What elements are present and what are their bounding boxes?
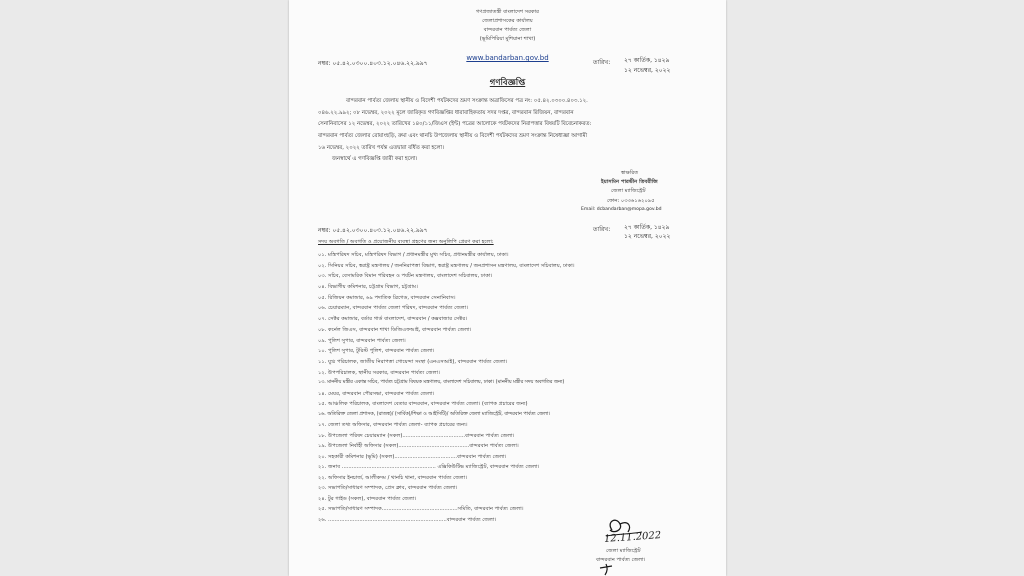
memo2-number: নম্বর: ০৫.৪২.০৩০০.৪০৩.১২.০৪৬.২২.৯৯৭ xyxy=(318,227,428,234)
list-item: ২৩. সভাপতি/সাধারণ সম্পাদক, প্রেস ক্লাব, বান্দরবান পার্বত্য জেলা। xyxy=(318,485,458,491)
signatory-email[interactable]: Email: dcbandarban@mopa.gov.bd xyxy=(581,207,662,212)
list-item: ১২. উপপরিচালক, স্থানীয় সরকার, বান্দরবান পার্বত্য জেলা। xyxy=(318,370,440,376)
office-line: জেলাপ্রশাসকের কার্যালয় xyxy=(482,18,533,24)
body-line: ১৬ নভেম্বর, ২০২২ তারিখ পর্যন্ত এতদ্বারা বর্ধিত করা হলো। xyxy=(318,145,444,151)
list-item: ০৬. চেয়ারম্যান, বান্দরবান পার্বত্য জেলা পরিষদ, বান্দরবান পার্বত্য জেলা। xyxy=(318,305,469,311)
body-line: ০৪৬.২২.৯৯২; ০৮ নভেম্বর, ২০২২ মূলে জারিকৃত গণবিজ্ঞপ্তির ধারাবাহিকতায় সদর দপ্তর, বান্দরবান রিজিয়ন, বান্দরবান xyxy=(318,110,574,116)
list-item: ১৮. উপজেলা পরিষদ চেয়ারম্যান (সকল)......................................বান্দরবান পার্বত্য জেলা। xyxy=(318,433,515,439)
list-item: ০৮. কর্নেল জিএস, বান্দরবান শাখা ডিজিএফআই, বান্দরবান পার্বত্য জেলা। xyxy=(318,327,472,333)
document-page xyxy=(289,0,726,576)
signatory-designation: জেলা ম্যাজিস্ট্রেট xyxy=(611,188,646,194)
website-link[interactable]: www.bandarban.gov.bd xyxy=(466,54,549,62)
signatory2-designation: জেলা ম্যাজিস্ট্রেট xyxy=(606,548,641,554)
body-line: বান্দরবান পার্বত্য জেলায় স্থানীয় ও বিদেশী পর্যটকদের ভ্রমণ সংক্রান্ত অত্রাফিসের পত্র নং: ০৫.৪২.০৩০০.৪০৩.১২. xyxy=(346,98,588,104)
date-english: ১২ নভেম্বর, ২০২২ xyxy=(624,67,671,74)
signed-label: স্বাক্ষরিত xyxy=(621,170,639,176)
list-item: ১১. যুগ্ম পরিচালক, জাতীয় নিরাপত্তা গোয়েন্দা সংস্থা (এনএসআই), বান্দরবান পার্বত্য জেলা। xyxy=(318,359,508,365)
list-item: ২১. জনাব ......................................................... এক্সিকিউটিভ ম্যাজিস্ট্রেট, বান্দরবান পার্বত্য জেলা। xyxy=(318,464,540,470)
list-item: ১৭. জেলা তথ্য অফিসার, বান্দরবান পার্বত্য জেলা- ব্যাপক প্রচারের জন্য। xyxy=(318,422,468,428)
list-item: ২৫. সভাপতি/সাধারণ সম্পাদক..............................................সমিতি, বান্দরবান পার্বত্য জেলা। xyxy=(318,506,524,512)
list-item: ১৫. আঞ্চলিক পরিচালক, বাংলাদেশ বেতার বান্দরবান, বান্দরবান পার্বত্য জেলা। (ব্যাপক প্রচারের জন্য) xyxy=(318,401,528,407)
list-item: ১৯. উপজেলা নির্বাহী অফিসার (সকল)...........................................বান্দরবান পার্বত্য জেলা। xyxy=(318,443,519,449)
body-line: সেনানিবাসের ১২ নভেম্বর, ২০২২ তারিখের ১৪০/১১/জিএস (ইন্ট) পত্রের আলোকে পর্যটকদের নিরাপত্তার বিষয়টি বিবেচনাকরত: xyxy=(318,121,592,127)
date2-bangla: ২৭ কার্তিক, ১৪২৯ xyxy=(624,224,670,231)
memo-number: নম্বর: ০৫.৪২.০৩০০.৪০৩.১২.০৪৬.২২.৯৯৭ xyxy=(318,60,428,67)
body-line: জনস্বার্থে এ গণবিজ্ঞপ্তি জারী করা হলো। xyxy=(332,156,418,162)
list-item: ০৩. সচিব, বেসামরিক বিমান পরিবহন ও পর্যটন মন্ত্রণালয়, বাংলাদেশ সচিবালয়, ঢাকা। xyxy=(318,273,493,279)
date-label: তারিখ: xyxy=(593,59,611,66)
list-item: ১৩. মাননীয় মন্ত্রীর একান্ত সচিব, পার্বত্য চট্টগ্রাম বিষয়ক মন্ত্রণালয়, বাংলাদেশ সচিবালয়, ঢাকা। (মাননীয় মন্ত্রীর সদয় অবগতির জন্য) xyxy=(318,380,565,385)
list-item: ০৯. পুলিশ সুপার, বান্দরবান পার্বত্য জেলা। xyxy=(318,338,406,344)
list-item: ১০. পুলিশ সুপার, টুরিস্ট পুলিশ, বান্দরবান পার্বত্য জেলা। xyxy=(318,348,435,354)
body-line: বান্দরবান পার্বত্য জেলার রোয়াংছড়ি, রুমা এবং থানচি উপজেলায় স্থানীয় ও বিদেশী পর্যটকদের ভ্রমণ সংক্রান্ত নিষেধাজ্ঞা আগামী xyxy=(318,133,588,139)
list-item: ২৬. ........................................................................বান্দরবান পার্বত্য জেলা। xyxy=(318,517,497,523)
list-item: ০১. মন্ত্রিপরিষদ সচিব, মন্ত্রিপরিষদ বিভাগ / প্রধানমন্ত্রীর মুখ্য সচিব, প্রধানমন্ত্রীর কার্যালয়, ঢাকা। xyxy=(318,252,509,258)
list-item: ২২. অফিসার ইনচার্জ, আলীকদম / থানচি থানা, বান্দরবান পার্বত্য জেলা। xyxy=(318,475,468,481)
date2-english: ১২ নভেম্বর, ২০২২ xyxy=(624,233,671,240)
notice-title: গণবিজ্ঞপ্তি xyxy=(489,78,526,88)
govt-line: গণপ্রজাতন্ত্রী বাংলাদেশ সরকার xyxy=(476,9,539,15)
signatory-phone: ফোন: ০৩৩৬১৬২০৯৫ xyxy=(607,198,655,204)
handwritten-date: 12.11.2022 xyxy=(603,530,662,545)
list-item: ০২. সিনিয়র সচিব, স্বরাষ্ট্র মন্ত্রণালয় / জননিরাপত্তা বিভাগ, স্বরাষ্ট্র মন্ত্রণালয় / জনপ্রশাসন মন্ত্রণালয়, বাংলাদেশ সচিবালয়, ঢাকা। xyxy=(318,263,575,269)
date2-label: তারিখ: xyxy=(593,226,611,233)
list-item: ১৪. মেয়র, বান্দরবান পৌরসভা, বান্দরবান পার্বত্য জেলা। xyxy=(318,391,435,397)
distribution-intro: সদয় অবগতি / অবগতি ও প্রয়োজনীয় ব্যবস্থা গ্রহণের জন্য অনুলিপি প্রেরণ করা হলো: xyxy=(318,239,494,245)
branch-line: (ভূমিপিরিয়া মুশিয়ানা শাখা) xyxy=(479,36,536,42)
list-item: ২৪. টুর গাইড (সকল), বান্দরবান পার্বত্য জেলা। xyxy=(318,496,417,502)
district-line: বান্দরবান পার্বত্য জেলা xyxy=(483,27,532,33)
date-bangla: ২৭ কার্তিক, ১৪২৯ xyxy=(624,57,670,64)
list-item: ০৫. রিজিয়ন কমান্ডার, ৬৯ পদাতিক ব্রিগেড, বান্দরবান সেনানিবাস। xyxy=(318,295,456,301)
list-item: ০৭. সেক্টর কমান্ডার, বর্ডার গার্ড বাংলাদেশ, বান্দরবান / কক্সবাজার সেক্টর। xyxy=(318,316,468,322)
signatory2-place: বান্দরবান পার্বত্য জেলা। xyxy=(596,557,646,563)
signatory-name: ইয়াসমিন পারভীন তিবরীজি xyxy=(601,179,658,185)
list-item: ০৪. বিভাগীয় কমিশনার, চট্টগ্রাম বিভাগ, চট্টগ্রাম। xyxy=(318,284,418,290)
list-item: ১৬. অতিরিক্ত জেলা প্রশাসক, (রাজস্ব)/ (সার্বিক)/শিক্ষা ও আইসিটি)/ অতিরিক্ত জেলা ম্যাজিস্ট্রেট, বান্দরবান পার্বত্য জেলা। xyxy=(318,412,550,417)
handwritten-signature xyxy=(598,512,658,576)
list-item: ২০. সহকারী কমিশনার (ভূমি) (সকল)......................................বান্দরবান পার্বত্য জেলা। xyxy=(318,454,507,460)
